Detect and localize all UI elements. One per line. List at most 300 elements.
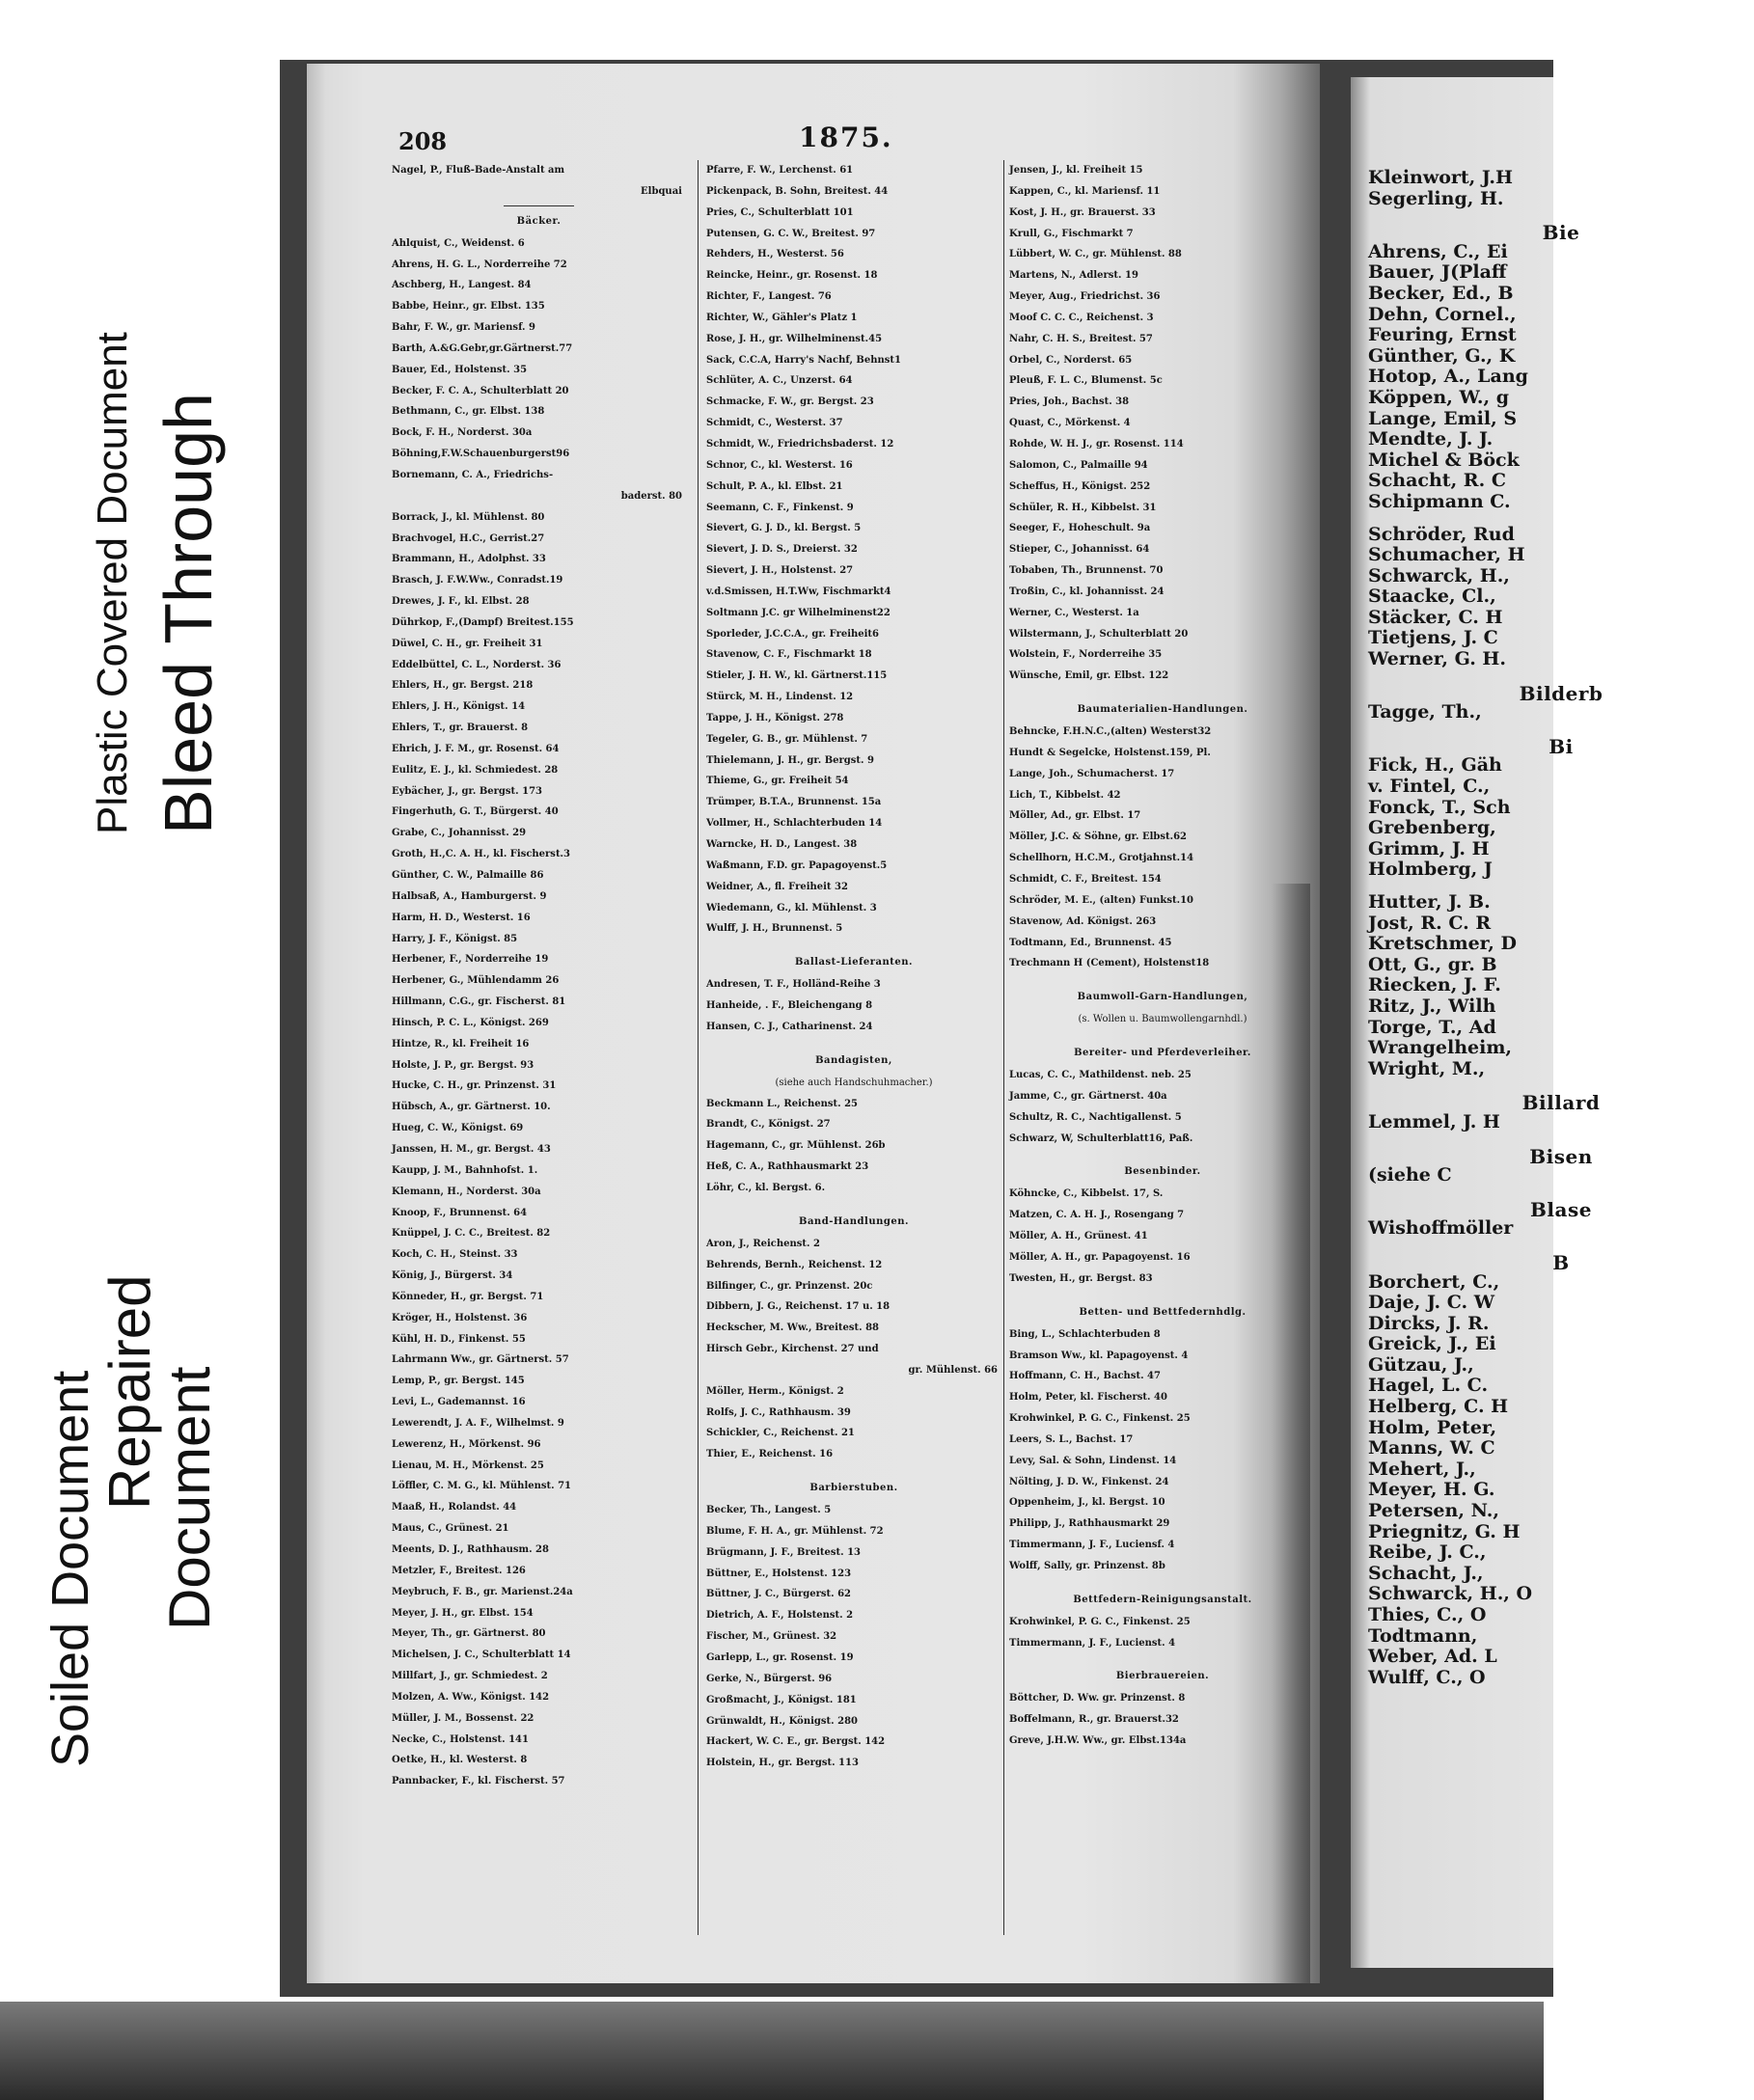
directory-entry: Schacht, R. C [1368,470,1506,492]
directory-entry: Torge, T., Ad [1368,1016,1496,1038]
directory-entry: Moof C. C. C., Reichenst. 3 [1009,312,1154,323]
page-number: 208 [398,127,448,155]
directory-entry: Millfart, J., gr. Schmiedest. 2 [392,1671,548,1682]
directory-entry: v.d.Smissen, H.T.Ww, Fischmarkt4 [706,586,891,597]
column-1 [392,160,686,1792]
directory-entry: Boffelmann, R., gr. Brauerst.32 [1009,1714,1179,1726]
directory-entry: Twesten, H., gr. Bergst. 83 [1009,1272,1153,1284]
directory-entry: Stavenow, Ad. Königst. 263 [1009,915,1157,927]
directory-entry: Grebenberg, [1368,817,1496,839]
directory-entry: Lewerendt, J. A. F., Wilhelmst. 9 [392,1417,564,1429]
directory-entry: Dietrich, A. F., Holstenst. 2 [706,1610,854,1622]
section-heading: Ballast-Lieferanten. [794,957,914,968]
directory-entry: Grimm, J. H [1368,837,1490,859]
section-heading: Band-Handlungen. [799,1215,909,1227]
directory-entry: Oetke, H., kl. Westerst. 8 [392,1755,528,1766]
directory-entry: Gerke, N., Bürgerst. 96 [706,1673,833,1684]
directory-entry: Fick, H., Gäh [1368,754,1502,777]
directory-entry: Levy, Sal. & Sohn, Lindenst. 14 [1009,1455,1177,1466]
section-heading: Blase [1530,1197,1592,1221]
directory-entry: Krull, G., Fischmarkt 7 [1009,228,1134,239]
section-heading: Baumwoll-Garn-Handlungen, [1077,992,1248,1003]
directory-entry: Hansen, C. J., Catharinenst. 24 [706,1021,873,1032]
directory-entry: Bauer, J(Plaff [1368,261,1507,284]
divider [392,203,686,210]
directory-entry: Böttcher, D. Ww. gr. Prinzenst. 8 [1009,1693,1186,1705]
column-rule [1003,160,1004,1935]
directory-entry: Bornemann, C. A., Friedrichs- [392,469,554,480]
directory-entry: Wishoffmöller [1368,1217,1514,1240]
directory-entry: Werner, C., Westerst. 1a [1009,607,1139,618]
directory-entry: Hanheide, . F., Bleichengang 8 [706,1000,873,1012]
directory-entry: Günther, G., K [1368,344,1516,367]
directory-entry: Düwel, C. H., gr. Freiheit 31 [392,638,543,649]
directory-entry: Dircks, J. R. [1368,1312,1490,1334]
directory-entry: Behrends, Bernh., Reichenst. 12 [706,1259,883,1270]
directory-entry: Riecken, J. F. [1368,974,1501,996]
directory-entry: Lübbert, W. C., gr. Mühlenst. 88 [1009,249,1182,260]
directory-entry: Jensen, J., kl. Freiheit 15 [1009,165,1143,176]
section-gap [1009,1030,1316,1042]
directory-entry: Löffler, C. M. G., kl. Mühlenst. 71 [392,1481,572,1492]
directory-entry: Borchert, C., [1368,1270,1500,1293]
section-heading: Bäcker. [516,215,562,227]
directory-entry: Timmermann, J. F., Lucienst. 4 [1009,1637,1176,1649]
directory-entry: Lemmel, J. H [1368,1110,1500,1132]
directory-entry: Meybruch, F. B., gr. Marienst.24a [392,1586,573,1597]
directory-entry: Möller, A. H., Grünest. 41 [1009,1231,1148,1242]
directory-entry: Ahrens, H. G. L., Norderreihe 72 [392,259,567,270]
directory-entry: Möller, J.C. & Söhne, gr. Elbst.62 [1009,832,1188,843]
directory-entry: Lucas, C. C., Mathildenst. neb. 25 [1009,1070,1192,1081]
directory-entry: Schult, P. A., kl. Elbst. 21 [706,480,843,492]
directory-entry: Brasch, J. F.W.Ww., Conradst.19 [392,575,563,586]
directory-entry: Schmidt, C., Westerst. 37 [706,418,843,429]
directory-entry: Putensen, G. C. W., Breitest. 97 [706,228,876,239]
directory-entry: Grünwaldt, H., Königst. 280 [706,1715,858,1727]
directory-entry: Groth, H.,C. A. H., kl. Fischerst.3 [392,849,570,860]
directory-entry: Sack, C.C.A, Harry's Nachf, Behnst1 [706,354,901,366]
directory-entry: Nahr, C. H. S., Breitest. 57 [1009,333,1153,344]
directory-entry: Krohwinkel, P. G. C., Finkenst. 25 [1009,1616,1191,1627]
directory-entry: Günther, C. W., Palmaille 86 [392,870,544,881]
directory-entry: Thieme, G., gr. Freiheit 54 [706,776,849,787]
directory-entry: Necke, C., Holstenst. 141 [392,1733,529,1745]
directory-entry: Harry, J. F., Königst. 85 [392,933,518,944]
directory-entry: Kaupp, J. M., Bahnhofst. 1. [392,1164,538,1176]
directory-entry: Grabe, C., Johannisst. 29 [392,828,527,839]
directory-entry: Kühl, H. D., Finkenst. 55 [392,1333,526,1345]
directory-entry: Janssen, H. M., gr. Bergst. 43 [392,1143,551,1155]
directory-entry: Dibbern, J. G., Reichenst. 17 u. 18 [706,1301,891,1313]
directory-entry: Lemp, P., gr. Bergst. 145 [392,1376,525,1387]
directory-entry: Jamme, C., gr. Gärtnerst. 40a [1009,1090,1167,1102]
directory-entry: Harm, H. D., Westerst. 16 [392,912,531,923]
section-note: (siehe auch Handschuhmacher.) [775,1077,933,1088]
directory-entry: Richter, W., Gähler's Platz 1 [706,312,858,323]
directory-entry: Greick, J., Ei [1368,1333,1496,1355]
directory-entry: Schlüter, A. C., Unzerst. 64 [706,375,853,387]
column-rule [698,160,699,1935]
directory-entry: Barth, A.&G.Gebr,gr.Gärtnerst.77 [392,342,573,354]
directory-entry: Hackert, W. C. E., gr. Bergst. 142 [706,1736,886,1748]
directory-entry: Kappen, C., kl. Mariensf. 11 [1009,185,1161,197]
directory-entry: Schmidt, C. F., Breitest. 154 [1009,874,1162,885]
directory-entry: Krohwinkel, P. G. C., Finkenst. 25 [1009,1413,1191,1425]
label-repaired-document: Document [157,1366,222,1630]
directory-entry-continuation: baderst. 80 [620,490,682,502]
section-gap [1368,723,1754,735]
section-heading: Bettfedern-Reinigungsanstalt. [1073,1594,1252,1605]
section-gap [706,940,1001,951]
directory-entry: Troßin, C., kl. Johannisst. 24 [1009,586,1165,597]
directory-entry: Soltmann J.C. gr Wilhelminenst22 [706,607,891,618]
directory-entry: Lich, T., Kibbelst. 42 [1009,789,1121,801]
directory-entry: v. Fintel, C., [1368,776,1491,798]
directory-entry: Rose, J. H., gr. Wilhelminenst.45 [706,333,883,344]
directory-entry: Bahr, F. W., gr. Mariensf. 9 [392,322,535,334]
directory-entry: Martens, N., Adlerst. 19 [1009,270,1138,282]
section-gap [1368,670,1754,682]
directory-entry: Meents, D. J., Rathhausm. 28 [392,1544,549,1555]
directory-entry: Nölting, J. D. W., Finkenst. 24 [1009,1476,1169,1487]
directory-entry: Reincke, Heinr., gr. Rosenst. 18 [706,270,878,282]
directory-entry: Schwarck, H., O [1368,1583,1533,1605]
directory-entry: Kröger, H., Holstenst. 36 [392,1312,528,1323]
directory-entry: Levi, L., Gademannst. 16 [392,1397,526,1408]
directory-page [307,64,1320,1983]
directory-entry: Hagel, L. C. [1368,1375,1489,1397]
directory-entry: Philipp, J., Rathhausmarkt 29 [1009,1518,1170,1530]
directory-entry: Fingerhuth, G. T., Bürgerst. 40 [392,806,559,818]
directory-entry: Stieper, C., Johannisst. 64 [1009,544,1150,556]
directory-entry: Holm, Peter, [1368,1416,1497,1438]
section-heading: Bandagisten, [815,1054,892,1066]
directory-entry: Heß, C. A., Rathhausmarkt 23 [706,1161,869,1173]
directory-entry: Salomon, C., Palmaille 94 [1009,459,1148,471]
page-year: 1875. [799,122,893,153]
directory-entry: Knoop, F., Brunnenst. 64 [392,1207,528,1218]
directory-entry: Matzen, C. A. H. J., Rosengang 7 [1009,1210,1185,1221]
directory-entry: Sporleder, J.C.C.A., gr. Freiheit6 [706,628,880,640]
directory-entry: Wiedemann, G., kl. Mühlenst. 3 [706,902,877,914]
section-heading: Bilderb [1519,681,1603,705]
directory-entry: Brügmann, J. F., Breitest. 13 [706,1546,861,1558]
directory-entry: Behncke, F.H.N.C.,(alten) Westerst32 [1009,726,1212,738]
directory-entry: Bauer, Ed., Holstenst. 35 [392,364,528,375]
directory-entry: Holmberg, J [1368,859,1493,881]
section-gap [1368,1240,1754,1251]
directory-entry: Todtmann, [1368,1624,1478,1647]
directory-entry: Büttner, E., Holstenst. 123 [706,1568,852,1579]
section-gap [1009,974,1316,986]
section-heading: Baumaterialien-Handlungen. [1077,704,1248,716]
directory-entry: Pleuß, F. L. C., Blumenst. 5c [1009,375,1163,387]
directory-entry: Trümper, B.T.A., Brunnenst. 15a [706,797,882,808]
directory-entry: Dehn, Cornel., [1368,303,1517,325]
section-gap [706,1199,1001,1211]
section-heading: Betten- und Bettfedernhdlg. [1079,1306,1247,1318]
directory-entry: Böhning,F.W.Schauenburgerst96 [392,449,570,460]
directory-entry: Schnor, C., kl. Westerst. 16 [706,459,853,471]
directory-entry: Seeger, F., Hoheschult. 9a [1009,523,1151,534]
directory-entry: Eybächer, J., gr. Bergst. 173 [392,785,542,797]
directory-entry: Bock, F. H., Norderst. 30a [392,427,533,439]
directory-entry: Tagge, Th., [1368,701,1482,723]
section-gap [1009,1577,1316,1589]
directory-entry: Schacht, J., [1368,1562,1484,1584]
directory-entry: Pfarre, F. W., Lerchenst. 61 [706,165,854,176]
directory-entry: Ott, G., gr. B [1368,953,1497,975]
directory-entry: Quast, C., Mörkenst. 4 [1009,418,1131,429]
directory-entry: Herbener, G., Mühlendamm 26 [392,975,560,987]
directory-entry: Möller, Herm., Königst. 2 [706,1385,844,1397]
directory-entry: Schwarck, H., [1368,564,1510,586]
directory-entry: Wolff, Sally, gr. Prinzenst. 8b [1009,1560,1165,1571]
directory-entry: Waßmann, F.D. gr. Papagoyenst.5 [706,859,888,871]
directory-entry: Ehlers, J. H., Königst. 14 [392,701,526,713]
directory-entry: Metzler, F., Breitest. 126 [392,1565,526,1576]
directory-entry: Garlepp, L., gr. Rosenst. 19 [706,1652,854,1663]
directory-entry: Timmermann, J. F., Luciensf. 4 [1009,1540,1175,1551]
directory-entry: Reibe, J. C., [1368,1541,1487,1564]
directory-entry: Stavenow, C. F., Fischmarkt 18 [706,649,872,661]
directory-entry: Köhncke, C., Kibbelst. 17, S. [1009,1188,1164,1200]
directory-entry: Pries, Joh., Bachst. 38 [1009,396,1130,408]
directory-entry: Brachvogel, H.C., Gerrist.27 [392,532,545,544]
directory-entry: Trechmann H (Cement), Holstenst18 [1009,958,1210,969]
section-heading: Besenbinder. [1124,1166,1201,1178]
directory-entry: Drewes, J. F., kl. Elbst. 28 [392,596,530,608]
directory-entry: Schultz, R. C., Nachtigallenst. 5 [1009,1111,1182,1123]
directory-entry: Wünsche, Emil, gr. Elbst. 122 [1009,670,1169,682]
label-soiled-document: Soiled Document [41,1370,99,1767]
directory-entry: Hoffmann, C. H., Bachst. 47 [1009,1371,1161,1382]
directory-entry: Schmidt, W., Friedrichsbaderst. 12 [706,438,894,450]
directory-entry: Mehert, J., [1368,1458,1476,1480]
directory-entry: Pries, C., Schulterblatt 101 [706,206,854,218]
directory-entry: Herbener, F., Norderreihe 19 [392,954,549,966]
directory-entry: Fischer, M., Grünest. 32 [706,1631,837,1643]
directory-entry: Michelsen, J. C., Schulterblatt 14 [392,1650,571,1661]
directory-entry: Oppenheim, J., kl. Bergst. 10 [1009,1497,1165,1509]
directory-entry: Daje, J. C. W [1368,1292,1495,1314]
section-gap [1009,1149,1316,1160]
directory-entry: Lange, Emil, S [1368,407,1518,429]
directory-entry: Koch, C. H., Steinst. 33 [392,1249,518,1261]
directory-entry: Schumacher, H [1368,544,1525,566]
directory-entry: Holm, Peter, kl. Fischerst. 40 [1009,1392,1167,1404]
directory-entry: Leers, S. L., Bachst. 17 [1009,1433,1134,1445]
directory-entry: Wulff, J. H., Brunnenst. 5 [706,923,843,935]
directory-entry: Holstein, H., gr. Bergst. 113 [706,1758,859,1769]
directory-entry: Vollmer, H., Schlachterbuden 14 [706,818,883,830]
directory-entry: Hotop, A., Lang [1368,366,1528,388]
directory-entry: Sievert, G. J. D., kl. Bergst. 5 [706,523,862,534]
directory-entry: Löhr, C., kl. Bergst. 6. [706,1182,826,1193]
directory-entry: Schmacke, F. W., gr. Bergst. 23 [706,396,874,408]
directory-entry: Brandt, C., Königst. 27 [706,1119,831,1131]
directory-entry: Wrangelheim, [1368,1037,1513,1059]
directory-entry: Kretschmer, D [1368,933,1517,955]
directory-entry: Büttner, J. C., Bürgerst. 62 [706,1589,851,1600]
scan-bottom-band [0,2002,1544,2100]
directory-entry: Lewerenz, H., Mörkenst. 96 [392,1438,541,1450]
directory-entry: Könneder, H., gr. Bergst. 71 [392,1291,544,1302]
directory-entry: Hillmann, C.G., gr. Fischerst. 81 [392,996,566,1008]
directory-entry: Weber, Ad. L [1368,1646,1497,1668]
directory-entry: Bramson Ww., kl. Papagoyenst. 4 [1009,1350,1189,1361]
section-gap [1368,209,1754,221]
directory-entry: Thielemann, J. H., gr. Bergst. 9 [706,754,874,766]
section-note: (s. Wollen u. Baumwollengarnhdl.) [1078,1014,1247,1025]
directory-entry: Bethmann, C., gr. Elbst. 138 [392,406,545,418]
directory-entry: Aron, J., Reichenst. 2 [706,1238,820,1249]
directory-entry: Ehrich, J. F. M., gr. Rosenst. 64 [392,743,560,754]
directory-entry: Gützau, J., [1368,1353,1474,1376]
directory-entry: Scheffus, H., Königst. 252 [1009,480,1151,492]
directory-entry: Eulitz, E. J., kl. Schmiedest. 28 [392,764,559,776]
directory-entry: Ehlers, H., gr. Bergst. 218 [392,680,534,692]
directory-entry: Orbel, C., Norderst. 65 [1009,354,1133,366]
directory-entry: Hueg, C. W., Königst. 69 [392,1123,524,1134]
directory-entry: Andresen, T. F., Holländ-Reihe 3 [706,979,881,991]
directory-entry: Becker, F. C. A., Schulterblatt 20 [392,385,569,396]
directory-entry: Meyer, H. G. [1368,1479,1495,1501]
directory-entry: Holste, J. P., gr. Bergst. 93 [392,1059,534,1071]
section-gap [1368,1186,1754,1198]
section-heading: Billard [1521,1091,1601,1115]
directory-entry: Lienau, M. H., Mörkenst. 25 [392,1459,544,1471]
directory-entry: Kleinwort, J.H [1368,167,1513,188]
directory-entry: Aschberg, H., Langest. 84 [392,280,532,291]
section-gap [1368,1079,1754,1091]
section-heading: Bereiter- und Pferdeverleiher. [1074,1048,1251,1059]
section-gap [1009,1290,1316,1301]
directory-entry: Wilstermann, J., Schulterblatt 20 [1009,628,1189,640]
section-heading: B [1552,1250,1570,1274]
right-page-text [1368,168,1754,1688]
directory-entry: Thies, C., O [1368,1604,1487,1625]
directory-entry: Hundt & Segelcke, Holstenst.159, Pl. [1009,747,1211,758]
directory-entry: Eddelbüttel, C. L., Norderst. 36 [392,659,562,670]
column-3 [1009,160,1316,1752]
directory-entry: Brammann, H., Adolphst. 33 [392,554,546,565]
section-gap [1009,1653,1316,1665]
directory-entry: Beckmann L., Reichenst. 25 [706,1098,858,1109]
directory-entry: Stürck, M. H., Lindenst. 12 [706,692,854,703]
directory-entry: Schröder, Rud [1368,523,1515,545]
directory-entry: Meyer, Th., gr. Gärtnerst. 80 [392,1628,546,1640]
directory-entry: Pannbacker, F., kl. Fischerst. 57 [392,1776,565,1787]
directory-entry: (siehe C [1368,1164,1452,1186]
directory-entry: Warncke, H. D., Langest. 38 [706,839,858,850]
directory-entry: Seemann, C. F., Finkenst. 9 [706,502,854,513]
directory-entry: Dührkop, F.,(Dampf) Breitest.155 [392,616,574,628]
directory-entry: Möller, A. H., gr. Papagoyenst. 16 [1009,1251,1191,1263]
directory-entry: Priegnitz, G. H [1368,1520,1521,1542]
directory-entry: Petersen, N., [1368,1500,1499,1522]
directory-entry: Richter, F., Langest. 76 [706,291,832,303]
directory-entry: Feuring, Ernst [1368,324,1517,346]
label-plastic-covered: Plastic Covered Document [89,332,136,834]
directory-entry: Heckscher, M. Ww., Breitest. 88 [706,1323,879,1334]
section-gap [1009,687,1316,698]
directory-entry: Segerling, H. [1368,187,1504,209]
directory-entry: Michel & Böck [1368,449,1520,471]
directory-entry: Wulff, C., O [1368,1666,1486,1688]
directory-entry: Hucke, C. H., gr. Prinzenst. 31 [392,1080,557,1092]
directory-entry: Ehlers, T., gr. Brauerst. 8 [392,723,529,734]
section-heading: Bie [1542,221,1580,245]
directory-entry: Tietjens, J. C [1368,627,1498,649]
directory-entry-continuation: gr. Mühlenst. 66 [908,1364,998,1376]
directory-entry: Schickler, C., Reichenst. 21 [706,1428,855,1439]
section-heading: Bisen [1529,1144,1593,1168]
directory-entry: Bing, L., Schlachterbuden 8 [1009,1328,1161,1340]
directory-entry: Hirsch Gebr., Kirchenst. 27 und [706,1344,879,1355]
directory-entry: Jost, R. C. R [1368,912,1492,934]
directory-entry: Greve, J.H.W. Ww., gr. Elbst.134a [1009,1735,1187,1747]
directory-entry: Tappe, J. H., Königst. 278 [706,712,844,723]
directory-entry: Werner, G. H. [1368,648,1506,670]
directory-entry: Thier, E., Reichenst. 16 [706,1449,834,1460]
directory-entry: Stäcker, C. H [1368,606,1503,628]
column-2 [706,160,1001,1774]
directory-entry: Maaß, H., Rolandst. 44 [392,1502,517,1514]
directory-entry: Sievert, J. H., Holstenst. 27 [706,565,854,577]
section-heading: Bierbrauereien. [1115,1671,1210,1682]
directory-entry: Maus, C., Grünest. 21 [392,1523,509,1535]
section-heading: Bi [1548,734,1574,758]
section-gap [706,1465,1001,1477]
directory-entry: Rolfs, J. C., Rathhausm. 39 [706,1406,851,1418]
directory-entry: Babbe, Heinr., gr. Elbst. 135 [392,301,545,313]
directory-entry: Hutter, J. B. [1368,891,1491,913]
directory-entry: Becker, Th., Langest. 5 [706,1505,832,1516]
directory-entry: Köppen, W., g [1368,386,1509,408]
directory-entry: Ritz, J., Wilh [1368,995,1496,1017]
directory-entry: Rehders, H., Westerst. 56 [706,249,844,260]
directory-entry: Bilfinger, C., gr. Prinzenst. 20c [706,1280,873,1292]
directory-entry: Hinsch, P. C. L., Königst. 269 [392,1017,549,1028]
directory-entry: Sievert, J. D. S., Dreierst. 32 [706,544,858,556]
directory-entry: Tobaben, Th., Brunnenst. 70 [1009,565,1164,577]
directory-entry: Stieler, J. H. W., kl. Gärtnerst.115 [706,670,888,682]
directory-entry: Rohde, W. H. J., gr. Rosenst. 114 [1009,438,1184,450]
section-gap [1368,513,1754,525]
directory-entry: Wolstein, F., Norderreihe 35 [1009,649,1163,661]
directory-entry: Blume, F. H. A., gr. Mühlenst. 72 [706,1525,884,1537]
directory-entry: Manns, W. C [1368,1437,1495,1459]
directory-entry: Meyer, Aug., Friedrichst. 36 [1009,291,1161,303]
directory-entry: Lange, Joh., Schumacherst. 17 [1009,768,1175,779]
directory-entry: Schwarz, W, Schulterblatt16, Paß. [1009,1132,1193,1144]
directory-entry: Schröder, M. E., (alten) Funkst.10 [1009,894,1193,906]
directory-entry: Hübsch, A., gr. Gärtnerst. 10. [392,1102,551,1113]
directory-entry: Molzen, A. Ww., Königst. 142 [392,1691,550,1703]
directory-entry: König, J., Bürgerst. 34 [392,1270,513,1282]
section-gap [706,1038,1001,1050]
right-page [1351,77,1603,1968]
directory-entry: Ahrens, C., Ei [1368,240,1508,262]
directory-entry-continuation: Elbquai [641,185,682,197]
directory-entry: Ahlquist, C., Weidenst. 6 [392,237,525,249]
label-bleed-through: Bleed Through [151,393,226,834]
directory-entry: Weidner, A., fl. Freiheit 32 [706,881,848,892]
directory-entry: Knüppel, J. C. C., Breitest. 82 [392,1228,551,1240]
directory-entry: Meyer, J. H., gr. Elbst. 154 [392,1607,534,1619]
